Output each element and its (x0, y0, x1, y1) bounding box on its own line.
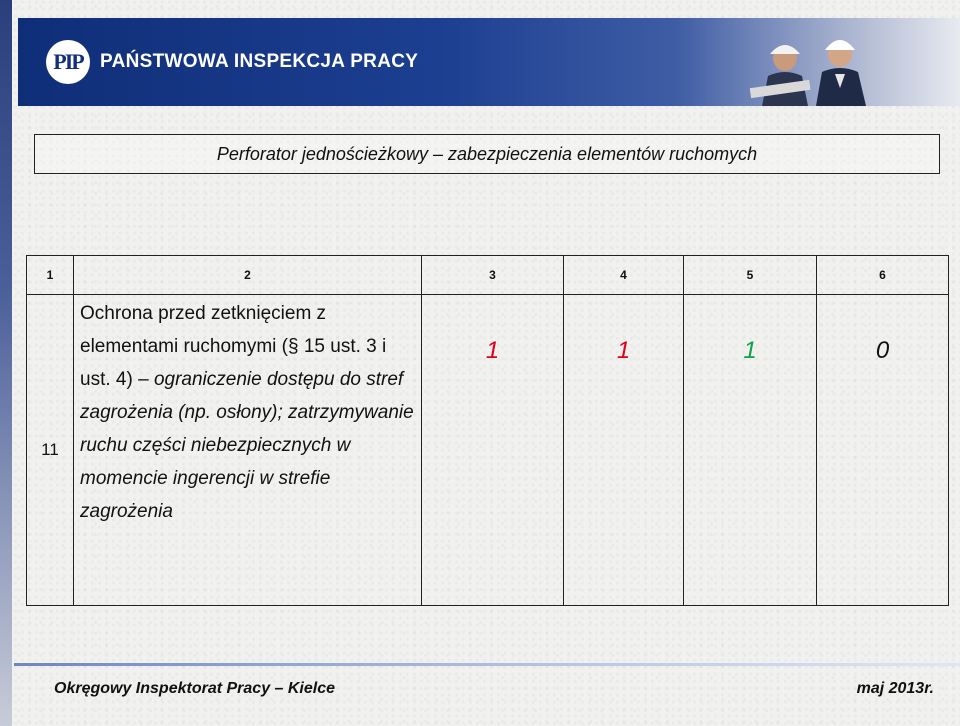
pip-logo (46, 40, 90, 84)
slide-title-box (34, 134, 940, 174)
dash-separator: – (132, 369, 154, 390)
score-cell: 1 (564, 295, 684, 606)
row-description (80, 295, 415, 528)
requirement-detail: ograniczenie dostępu do stref zagrożenia (np. osłony); zatrzymywanie ruchu części niebezpiecznych w momencie ingerencji w strefie zagrożenia (80, 369, 414, 522)
header-banner (18, 18, 960, 106)
score-cell: 0 (817, 295, 949, 606)
row-description-cell (74, 295, 422, 606)
inspectors-photo (740, 18, 890, 106)
col-header: 4 (564, 256, 684, 295)
col-header: 1 (27, 256, 74, 295)
col-header: 5 (684, 256, 817, 295)
left-decorative-strip (0, 0, 12, 726)
col-header: 2 (74, 256, 422, 295)
checklist-table (26, 255, 949, 606)
brand-name: PAŃSTWOWA INSPEKCJA PRACY (100, 51, 419, 72)
row-number: 11 (27, 295, 74, 606)
logo-mark: PIP (53, 49, 83, 74)
footer-inspectorate: Okręgowy Inspektorat Pracy – Kielce (54, 680, 336, 697)
header-row (27, 256, 949, 295)
col-header: 6 (817, 256, 949, 295)
score-cell: 1 (684, 295, 817, 606)
slide-title: Perforator jednościeżkowy – zabezpieczenia elementów ruchomych (216, 143, 758, 164)
footer-divider (14, 663, 960, 666)
score-cell: 1 (422, 295, 564, 606)
requirement-text: Ochrona przed zetknięciem z elementami ruchomymi (§ 15 ust. 3 i ust. 4) (80, 303, 387, 390)
table-row (27, 295, 949, 606)
col-header: 3 (422, 256, 564, 295)
footer-date: maj 2013r. (856, 680, 934, 697)
